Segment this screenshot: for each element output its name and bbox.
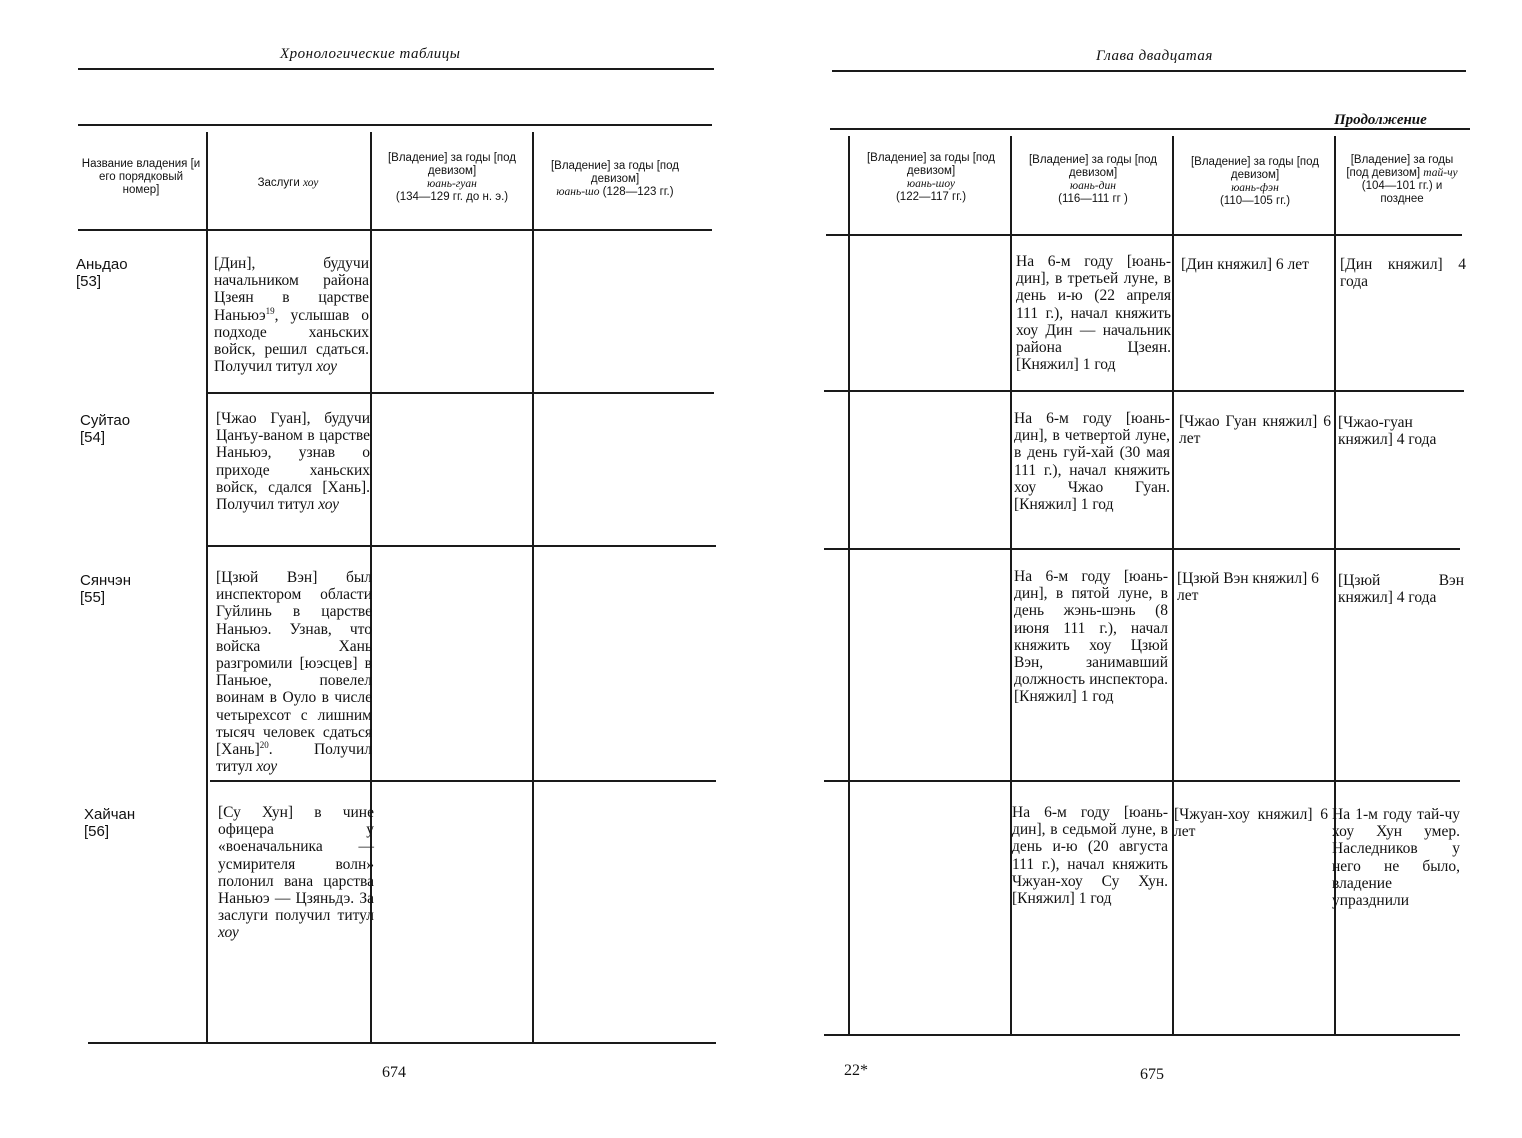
right-col-divider-1 — [848, 136, 850, 1036]
right-table-bottom-rule — [824, 1034, 1460, 1036]
row-name-55: Сянчэн [55] — [80, 572, 131, 606]
row-name-56: Хайчан [56] — [84, 806, 136, 840]
right-row-rule-1 — [824, 390, 1464, 392]
right-row-rule-2 — [824, 548, 1460, 550]
row-merit-53: [Дин], будучи начальником района Цзеян в царстве Наньюэ$^{19}$, услышав о подходе ханьских войск, решил сдаться. Получил титул хоу — [214, 255, 369, 376]
row-yuanding-55: На 6-м году [юань-дин], в пятой луне, в день жэнь-шэнь (8 июня 111 г.), начал княжить хоу Цзюй Вэн, занимавший должность инспектора. [Княжил] 1 год — [1014, 568, 1168, 706]
right-head-rule — [832, 70, 1466, 72]
left-table-top-rule — [78, 124, 712, 126]
left-running-head: Хронологические таблицы — [280, 46, 461, 62]
header-name: Название владения [и его порядковый номер] — [81, 158, 201, 196]
right-table-top-rule — [830, 128, 1470, 130]
left-head-rule — [78, 68, 714, 70]
header-merit: Заслуги хоу — [257, 177, 319, 189]
right-col-divider-3 — [1172, 136, 1174, 1036]
continuation-label: Продолжение — [1334, 112, 1427, 128]
left-row-rule-3 — [210, 780, 716, 782]
row-merit-55: [Цзюй Вэн] был инспектором области Гуйлинь в царстве Наньюэ. Узнав, что войска Хань разгромили [юэсцев] в Паньюе, повелел воинам в Оуло в числе четырехсот с лишним тысяч человек сдаться [Хань]$^{20}$. Получил титул хоу — [216, 569, 372, 776]
row-yuanding-56: На 6-м году [юань-дин], в седьмой луне, в день и-ю (20 августа 111 г.), начал княжить Чжуан-хоу Су Хун. [Княжил] 1 год — [1012, 804, 1168, 908]
row-taichu-56: На 1-м году тай-чу хоу Хун умер. Наследников у него не было, владение упразднили — [1332, 806, 1460, 910]
row-name-53: Аньдао [53] — [76, 256, 128, 290]
row-taichu-53: [Дин княжил] 4 года — [1340, 256, 1466, 291]
row-merit-56: [Су Хун] в чине офицера у «военачальника — усмирителя волн» полонил вана царства Наньюэ — Цзяньдэ. За заслуги получил титул хоу — [218, 804, 374, 942]
header-yuanshuo: [Владение] за годы [под девизом] юань-шо (128—123 гг.) — [550, 160, 680, 198]
left-col-divider-3 — [532, 132, 534, 1042]
header-taichu: [Владение] за годы [под девизом] тай-чу (104—101 гг.) и позднее — [1346, 154, 1458, 205]
row-yuanfeng-55: [Цзюй Вэн княжил] 6 лет — [1177, 570, 1319, 605]
row-merit-54: [Чжао Гуан], будучи Цанъу-ваном в царстве Наньюэ, узнав о приходе ханьских войск, сдался [Хань]. Получил титул хоу — [216, 410, 370, 514]
left-row-rule-1 — [206, 392, 714, 394]
right-running-head: Глава двадцатая — [1096, 48, 1213, 64]
left-header-bottom-rule — [78, 229, 712, 231]
header-yuanding: [Владение] за годы [под девизом] юань-дин (116—111 гг ) — [1028, 154, 1158, 205]
left-row-rule-2 — [208, 545, 716, 547]
row-name-54: Суйтао [54] — [80, 412, 131, 446]
row-yuanfeng-53: [Дин княжил] 6 лет — [1181, 256, 1309, 273]
row-yuanfeng-56: [Чжуан-хоу княжил] 6 лет — [1174, 806, 1328, 841]
header-yuanshou: [Владение] за годы [под девизом] юань-шоу (122—117 гг.) — [866, 152, 996, 203]
row-taichu-54: [Чжао-гуан княжил] 4 года — [1338, 414, 1437, 449]
right-row-rule-3 — [824, 780, 1460, 782]
row-taichu-55: [Цзюй Вэн княжил] 4 года — [1338, 572, 1464, 607]
left-page-number: 674 — [382, 1064, 406, 1081]
left-col-divider-1 — [206, 132, 208, 1042]
header-yuanguang: [Владение] за годы [под девизом] юань-гуан (134—129 гг. до н. э.) — [387, 152, 517, 203]
row-yuanding-53: На 6-м году [юань-дин], в третьей луне, в день и-ю (22 апреля 111 г.), начал княжить хоу Дин — начальник района Цзеян. [Княжил] 1 год — [1016, 253, 1171, 374]
right-header-bottom-rule — [826, 234, 1462, 236]
left-table-bottom-rule — [88, 1042, 716, 1044]
header-yuanfeng: [Владение] за годы [под девизом] юань-фэн (110—105 гг.) — [1190, 156, 1320, 207]
signature-mark: 22* — [844, 1062, 868, 1079]
row-yuanfeng-54: [Чжао Гуан княжил] 6 лет — [1179, 413, 1331, 448]
row-yuanding-54: На 6-м году [юань-дин], в четвертой луне, в день гуй-хай (30 мая 111 г.), начал княжить хоу Чжао Гуан. [Княжил] 1 год — [1014, 410, 1170, 514]
right-page-number: 675 — [1140, 1066, 1164, 1083]
